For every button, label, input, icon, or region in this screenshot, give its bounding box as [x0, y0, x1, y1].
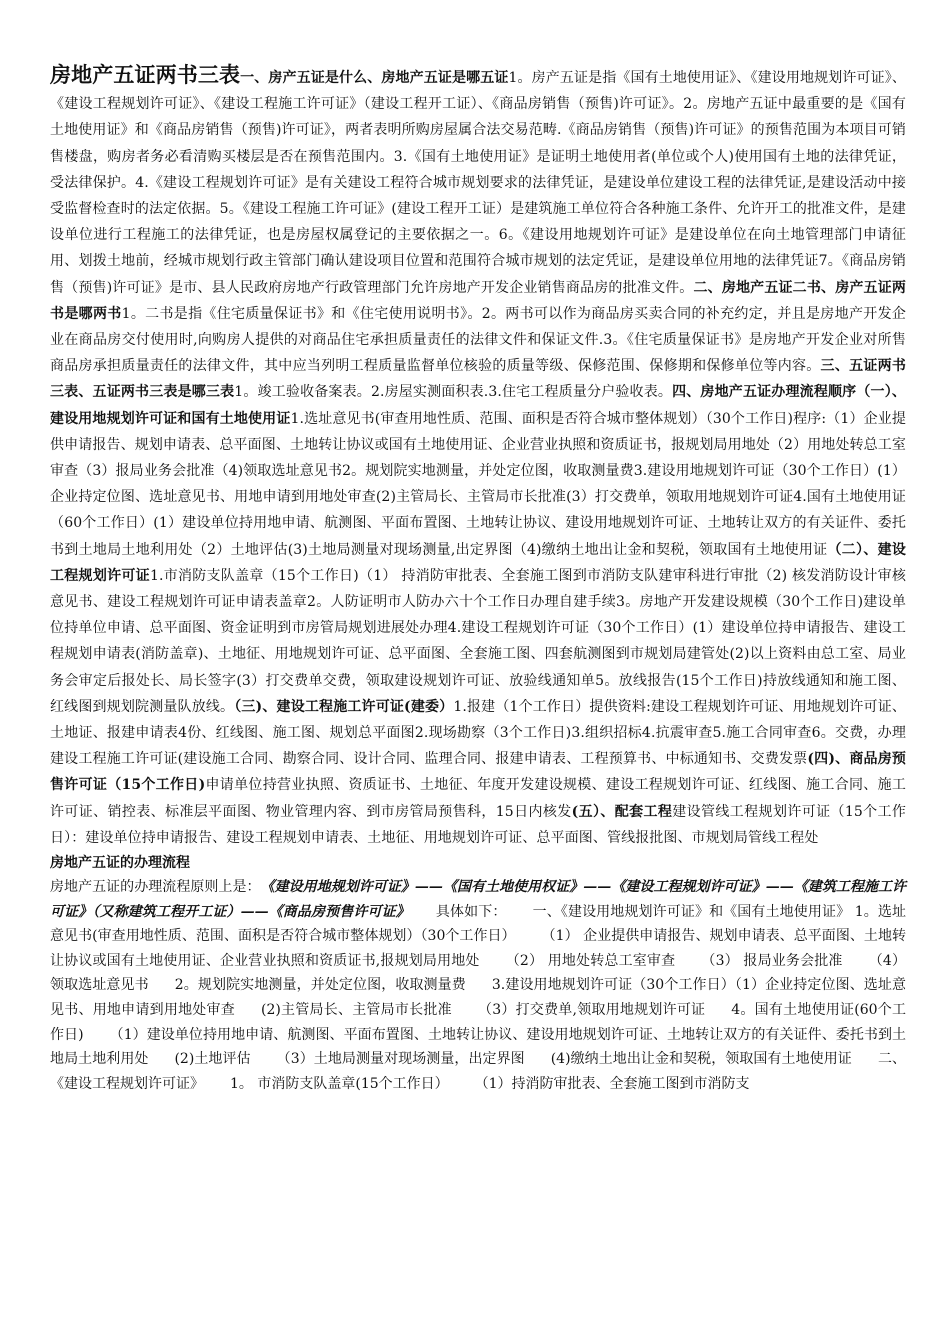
text-run: 1。房产五证是指《国有土地使用证》、《建设用地规划许可证》、《建设工程规划许可证》、《建设工程施工许可证》（建设工程开工证）、《商品房销售（预售)许可证》。2。房地产五证中最重要的是《国有土地使用证》和《商品房销售（预售)许可证》，两者表明所购房屋属合法交易范畴.《商品房销售（预售)许可证》的预售范围为本项目可销售楼盘，购房者务必看清购买楼层是否在预售范围内。3.《国有土地使用证》是证明土地使用者(单位或个人)使用国有土地的法律凭证，受法律保护。4.《建设工程规划许可证》是有关建设工程符合城市规划要求的法律凭证，是建设单位建设工程的法律凭证,是建设活动中接受监督检查时的法定依据。5。《建设工程施工许可证》(建设工程开工证）是建筑施工单位符合各种施工条件、允许开工的批准文件，是建设单位进行工程施工的法律凭证，也是房屋权属登记的主要依据之一。6。《建设用地规划许可证》是建设单位在向土地管理部门申请征用、划拨土地前，经城市规划行政主管部门确认建设项目位置和范围符合城市规划的法定凭证，是建设单位用地的法律凭证7。《商品房销售（预售)许可证》是市、县人民政府房地产行政管理部门允许房地产开发企业销售商品房的批准文件。: [50, 70, 906, 296]
text-run: (2)主管局长、主管局市长批准: [260, 1002, 452, 1019]
bold-run: 四、房地产五证办理流程顺序（一）、建设用地规划许可证和国有土地使用证: [50, 384, 906, 427]
text-run: （1） 企业提供申请报告、规划申请表、总平面图、土地转让协议或国有土地使用证、企业营业执照和资质证书,报规划局用地处: [50, 928, 906, 969]
text-run: 1.市消防支队盖章（15个工作日)（1） 持消防审批表、全套施工图到市消防支队建审科进行审批（2) 核发消防设计审核意见书、建设工程规划许可证申请表盖章2。人防证明市人防办六十个工作日办理自建手续3。房地产开发建设规模（30个工作日)建设单位持单位申请、总平面图、资金证明到市房管局规划进展处办理4.建设工程规划许可证（30个工作日）(1）建设单位持申请报告、建设工程规划申请表(消防盖章)、土地征、用地规划许可证、总平面图、全套施工图、四套航测图到市规划局建管处(2)以上资料由总工室、局业务会审定后报处长、局长签字(3）打交费单交费，领取建设规划许可证、放验线通知单5。放线报告(15个工作日)持放线通知和施工图、红线图到规划院测量队放线。: [50, 567, 907, 715]
text-run: 1.选址意见书(审查用地性质、范围、面积是否符合城市整体规划）（30个工作日)程序:（1）企业提供申请报告、规划申请表、总平面图、土地转让协议或国有土地使用证、企业营业执照和资质证书，报规划局用地处（2）用地处转总工室审查（3）报局业务会批准（4)领取选址意见书2。规划院实地测量，并处定位图，收取测量费3.建设用地规划许可证（30个工作日）(1）企业持定位图、选址意见书、用地申请到用地处审查(2)主管局长、主管局市长批准(3）打交费单，领取用地规划许可证4.国有土地使用证（60个工作日）(1）建设单位持用地申请、航测图、平面布置图、土地转让协议、建设用地规划许可证、土地转让双方的有关证件、委托书到土地局土地利用处（2）土地评估(3)土地局测量对现场测量,出定界图（4)缴纳土地出让金和契税，领取国有土地使用证: [50, 410, 906, 558]
text-run: （4）领取选址意见书: [50, 952, 906, 994]
text-run: (4)缴纳土地出让金和契税，领取国有土地使用证: [550, 1051, 852, 1068]
text-run: 一、《建设用地规划许可证》和《国有土地使用证》 1。选址意见书(审查用地性质、范围、面积是否符合城市整体规划）（30个工作日）: [50, 903, 907, 945]
bold-run: (四)、商品房预售许可证（15个工作日): [50, 751, 906, 794]
text-run: 二、《建设工程规划许可证》: [50, 1051, 907, 1092]
bold-run: （二）、建设工程规划许可证: [50, 541, 906, 584]
text-run: （1）建设单位持用地申请、航测图、平面布置图、土地转让协议、建设用地规划许可证、土地转让双方的有关证件、委托书到土地局土地利用处: [50, 1026, 906, 1068]
text-run: （3）土地局测量对现场测量，出定界图: [276, 1051, 525, 1068]
text-run: 4。国有土地使用证(60个工作日): [50, 1002, 906, 1043]
text-run: 房地产五证的办理流程原则上是：: [50, 879, 261, 896]
document-page: [50, 62, 906, 1096]
document-title: 房地产五证两书三表: [50, 62, 241, 87]
bold-run: 一、房产五证是什么、房地产五证是哪五证: [240, 70, 509, 86]
text-run: 1.报建（1个工作日）提供资料:建设工程规划许可证、用地规划许可证、土地证、报建申请表4份、红线图、施工图、规划总平面图2.现场勘察（3个工作日)3.组织招标4.抗震审查5.施工合同审查6。交费，办理建设工程施工许可证(建设施工合同、勘察合同、设计合同、监理合同、报建申请表、工程预算书、中标通知书、交费发票: [50, 698, 906, 768]
text-run: 2。规划院实地测量，并处定位图，收取测量费: [174, 977, 466, 994]
section-paragraph: [50, 875, 906, 1096]
text-run: （3） 报局业务会批准: [701, 952, 843, 969]
bold-run: 二、房地产五证二书、房产五证两书是哪两书: [50, 279, 907, 322]
text-run: （2） 用地处转总工室审查: [505, 952, 676, 969]
text-run: 建设管线工程规划许可证（15个工作日）：建设单位持申请报告、建设工程规划申请表、土地征、用地规划许可证、总平面图、管线报批图、市规划局管线工程处: [50, 803, 906, 846]
text-run: (2)土地评估: [174, 1051, 251, 1068]
text-run: 1。 市消防支队盖章(15个工作日）: [230, 1075, 449, 1092]
text-run: （1）持消防审批表、全套施工图到市消防支: [474, 1075, 750, 1092]
text-run: 1。二书是指《住宅质量保证书》和《住宅使用说明书》。2。两书可以作为商品房买卖合同的补充约定，并且是房地产开发企业在商品房交付使用时,向购房人提供的对商品住宅承担质量责任的法律文件和保证文件.3。《住宅质量保证书》是房地产开发企业对所售商品房承担质量责任的法律文件，其中应当列明工程质量监督单位核验的质量等级、保修范围、保修期和保修单位等内容。: [50, 305, 906, 375]
section-heading: 房地产五证的办理流程: [50, 855, 190, 872]
main-paragraph: [50, 62, 906, 851]
text-run: 3.建设用地规划许可证（30个工作日）（1）企业持定位图、选址意见书、用地申请到用地处审查: [50, 977, 907, 1019]
text-run: （3）打交费单,领取用地规划许可证: [477, 1002, 706, 1019]
bold-run: （三)、建设工程施工许可证(建委）: [234, 698, 454, 715]
text-run: 具体如下：: [435, 903, 507, 920]
bold-run: 《建设用地规划许可证》——《国有土地使用权证》——《建设工程规划许可证》——《建筑工程施工许可证》（又称建筑工程开工证）——《商品房预售许可证》: [50, 879, 907, 920]
bold-run: 三、五证两书三表、五证两书三表是哪三表: [50, 358, 906, 401]
text-run: 申请单位持营业执照、资质证书、土地征、年度开发建设规模、建设工程规划许可证、红线图、施工合同、施工许可证、销控表、标准层平面图、物业管理内容、到市房管局预售科，15日内核发: [50, 777, 906, 820]
text-run: 1。竣工验收备案表。2.房屋实测面积表.3.住宅工程质量分户验收表。: [234, 384, 673, 401]
bold-run: (五）、配套工程: [571, 803, 673, 820]
